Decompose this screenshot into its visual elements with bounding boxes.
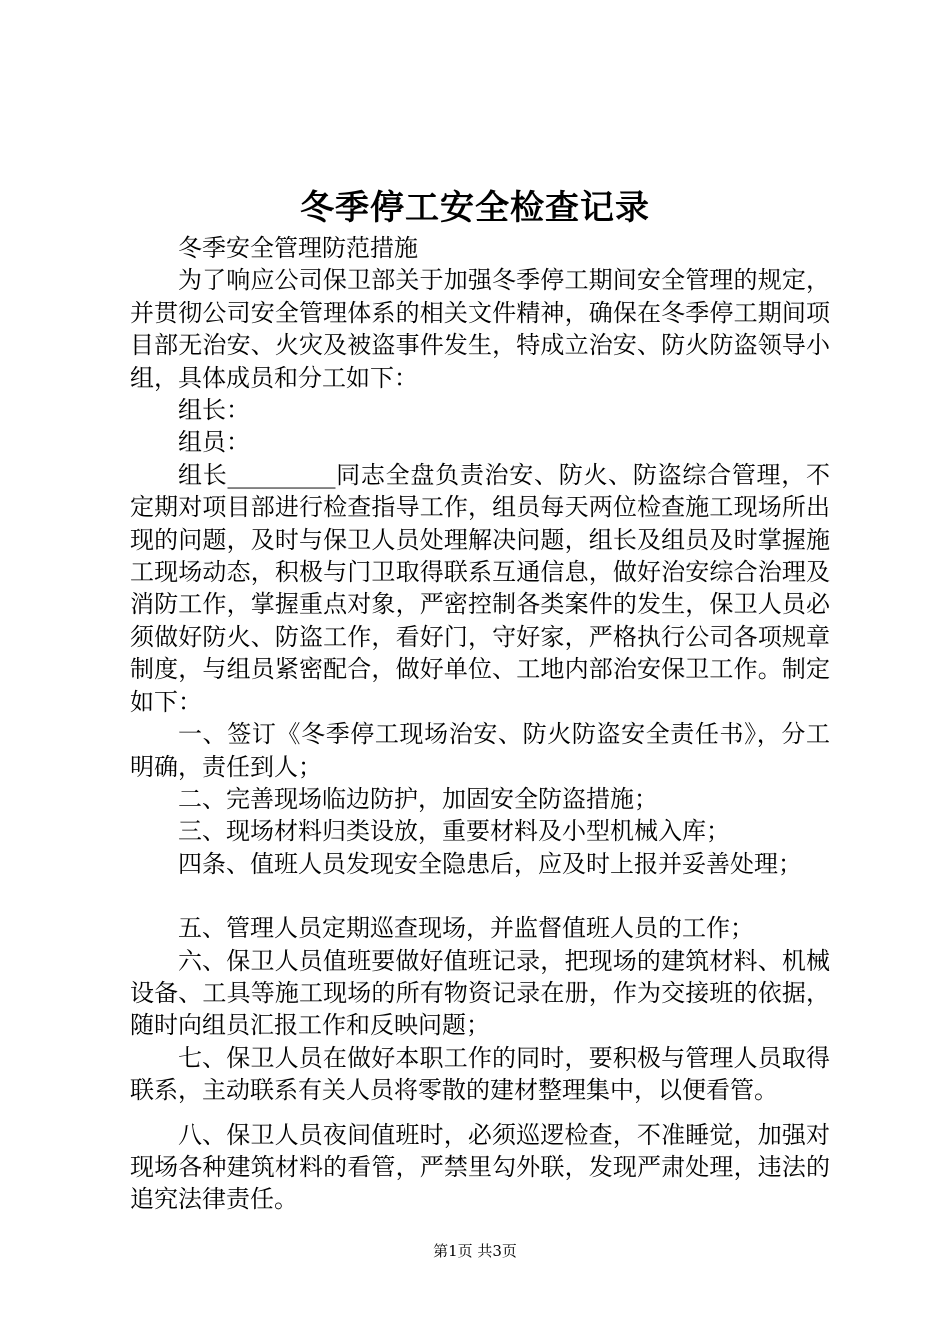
measure-item-3: 三、现场材料归类设放，重要材料及小型机械入库； (178, 817, 730, 846)
members-line: 组员： (178, 428, 250, 457)
page-number: 第1页 共3页 (433, 1242, 517, 1260)
measure-item-6: 六、保卫人员值班要做好值班记录，把现场的建筑材料、机械设备、工具等施工现场的所有物资记录在册，作为交接班的依据，随时向组员汇报工作和反映问题； (130, 946, 830, 1040)
measure-item-2: 二、完善现场临边防护，加固安全防盗措施； (178, 784, 658, 813)
leader-line: 组长： (178, 396, 250, 425)
measure-item-1: 一、签订《冬季停工现场治安、防火防盗安全责任书》，分工明确，责任到人； (130, 720, 830, 781)
measure-item-4: 四条、值班人员发现安全隐患后，应及时上报并妥善处理； (178, 849, 802, 878)
document-body (130, 232, 830, 1216)
duties-paragraph: 组长_________同志全盘负责治安、防火、防盗综合管理，不定期对项目部进行检查指导工作，组员每天两位检查施工现场所出现的问题，及时与保卫人员处理解决问题，组长及组员及时掌握施工现场动态，积极与门卫取得联系互通信息，做好治安综合治理及消防工作，掌握重点对象，严密控制各类案件的发生，保卫人员必须做好防火、防盗工作，看好门，守好家，严格执行公司各项规章制度，与组员紧密配合，做好单位、工地内部治安保卫工作。制定如下： (130, 460, 830, 716)
section-heading: 冬季安全管理防范措施 (178, 234, 418, 262)
measure-item-7: 七、保卫人员在做好本职工作的同时，要积极与管理人员取得联系，主动联系有关人员将零散的建材整理集中，以便看管。 (130, 1043, 830, 1105)
document-title: 冬季停工安全检查记录 (300, 188, 650, 228)
measure-item-8: 八、保卫人员夜间值班时，必须巡逻检查，不准睡觉，加强对现场各种建筑材料的看管，严禁里勾外联，发现严肃处理，违法的追究法律责任。 (130, 1120, 830, 1214)
measure-item-5: 五、管理人员定期巡查现场，并监督值班人员的工作； (178, 914, 754, 943)
intro-paragraph: 为了响应公司保卫部关于加强冬季停工期间安全管理的规定，并贯彻公司安全管理体系的相关文件精神，确保在冬季停工期间项目部无治安、火灾及被盗事件发生，特成立治安、防火防盗领导小组，具体成员和分工如下： (130, 266, 830, 392)
